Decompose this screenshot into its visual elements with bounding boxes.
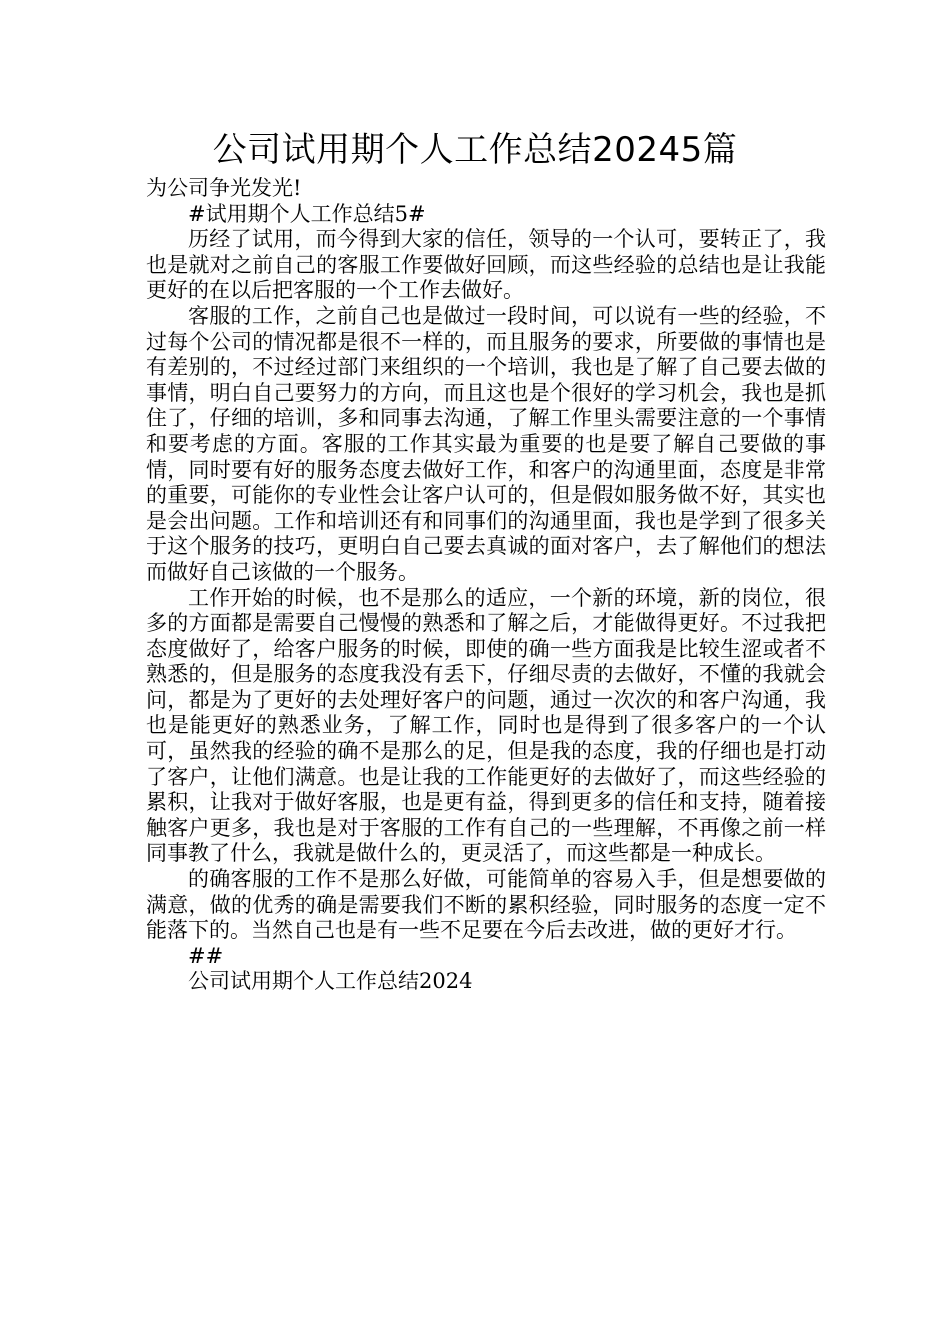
- paragraph-3: 工作开始的时候，也不是那么的适应，一个新的环境，新的岗位，很多的方面都是需要自己慢慢的熟悉和了解之后，才能做得更好。不过我把态度做好了，给客户服务的时候，即使的确一些方面我是比较生涩或者不熟悉的，但是服务的态度我没有丢下，仔细尽责的去做好，不懂的我就会问，都是为了更好的去处理好客户的问题，通过一次次的和客户沟通，我也是能更好的熟悉业务，了解工作，同时也是得到了很多客户的一个认可，虽然我的经验的确不是那么的足，但是我的态度，我的仔细也是打动了客户，让他们满意。也是让我的工作能更好的去做好了，而这些经验的累积，让我对于做好客服，也是更有益，得到更多的信任和支持，随着接触客户更多，我也是对于客服的工作有自己的一些理解，不再像之前一样同事教了什么，我就是做什么的，更灵活了，而这些都是一种成长。: [146, 585, 826, 866]
- document-title: 公司试用期个人工作总结20245篇: [212, 130, 738, 170]
- paragraph-separator: ##: [188, 943, 224, 968]
- paragraph-intro: 为公司争光发光!: [146, 176, 302, 200]
- paragraph-1: 历经了试用，而今得到大家的信任，领导的一个认可，要转正了，我也是就对之前自己的客服工作要做好回顾，而这些经验的总结也是让我能更好的在以后把客服的一个工作去做好。: [146, 227, 826, 303]
- paragraph-section-heading: #试用期个人工作总结5#: [188, 201, 426, 226]
- paragraph-next-heading: 公司试用期个人工作总结2024: [188, 969, 473, 994]
- document-body: [146, 176, 826, 995]
- paragraph-2: 客服的工作，之前自己也是做过一段时间，可以说有一些的经验，不过每个公司的情况都是很不一样的，而且服务的要求，所要做的事情也是有差别的，不过经过部门来组织的一个培训，我也是了解了自己要去做的事情，明白自己要努力的方向，而且这也是个很好的学习机会，我也是抓住了，仔细的培训，多和同事去沟通，了解工作里头需要注意的一个事情和要考虑的方面。客服的工作其实最为重要的也是要了解自己要做的事情，同时要有好的服务态度去做好工作，和客户的沟通里面，态度是非常的重要，可能你的专业性会让客户认可的，但是假如服务做不好，其实也是会出问题。工作和培训还有和同事们的沟通里面，我也是学到了很多关于这个服务的技巧，更明白自己要去真诚的面对客户，去了解他们的想法而做好自己该做的一个服务。: [146, 303, 826, 584]
- paragraph-4: 的确客服的工作不是那么好做，可能简单的容易入手，但是想要做的满意，做的优秀的确是需要我们不断的累积经验，同时服务的态度一定不能落下的。当然自己也是有一些不足要在今后去改进，做的更好才行。: [146, 867, 826, 943]
